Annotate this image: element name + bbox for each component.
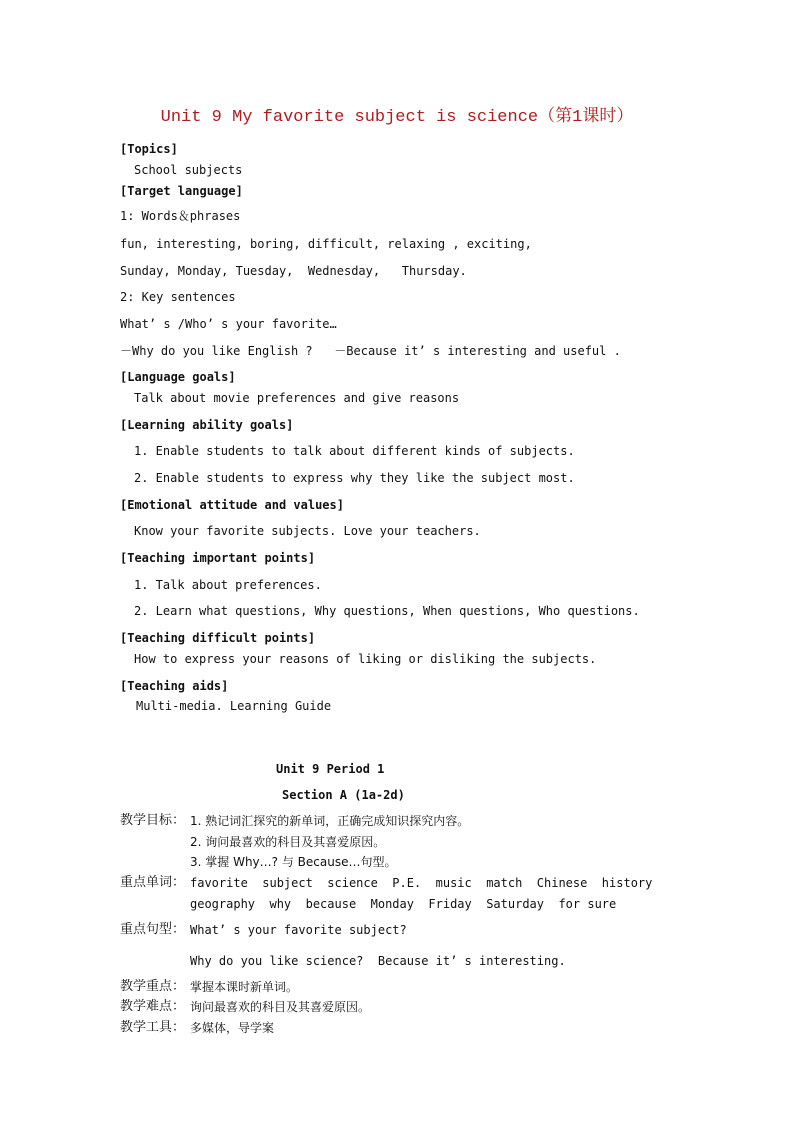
learning-goal-2: 2. Enable students to express why they like the subject most. <box>134 471 575 485</box>
section-heading: Section A (1a-2d) <box>282 788 405 802</box>
target-language-heading: [Target language] <box>120 184 243 198</box>
key-sentence-2: －Why do you like English ? －Because it’ s interesting and useful . <box>120 344 621 358</box>
teaching-difficulty-text: 询问最喜欢的科目及其喜爱原因。 <box>190 1000 371 1014</box>
important-point-1: 1. Talk about preferences. <box>134 578 322 592</box>
key-sentences-label: 重点句型： <box>120 922 186 937</box>
teaching-goal-1: 1. 熟记词汇探究的新单词，正确完成知识探究内容。 <box>190 814 470 828</box>
important-point-2: 2. Learn what questions, Why questions, When questions, Who questions. <box>134 604 640 618</box>
difficult-points-text: How to express your reasons of liking or disliking the subjects. <box>134 652 597 666</box>
key-words-label: 重点单词： <box>120 875 186 890</box>
period-sentence-1: What’ s your favorite subject? <box>190 923 407 937</box>
period-heading: Unit 9 Period 1 <box>276 762 385 776</box>
key-sentence-1: What’ s /Who’ s your favorite… <box>120 317 337 331</box>
emotional-heading: [Emotional attitude and values] <box>120 498 344 512</box>
period-sentence-2: Why do you like science? Because it’ s interesting. <box>190 954 566 968</box>
teaching-goal-3: 3. 掌握 Why…? 与 Because…句型。 <box>190 855 397 869</box>
words-line-1: fun, interesting, boring, difficult, relaxing , exciting, <box>120 237 532 251</box>
page-title: Unit 9 My favorite subject is science（第1课时） <box>160 108 634 127</box>
teaching-goals-label: 教学目标： <box>120 813 186 828</box>
learning-goal-1: 1. Enable students to talk about different kinds of subjects. <box>134 444 575 458</box>
learning-goals-heading: [Learning ability goals] <box>120 418 294 432</box>
teaching-key-text: 掌握本课时新单词。 <box>190 980 299 994</box>
topics-heading: [Topics] <box>120 142 178 156</box>
teaching-aids-heading: [Teaching aids] <box>120 679 229 693</box>
language-goals-text: Talk about movie preferences and give reasons <box>134 391 460 405</box>
teaching-goal-2: 2. 询问最喜欢的科目及其喜爱原因。 <box>190 835 386 849</box>
teaching-aids-text: Multi-media. Learning Guide <box>136 699 332 713</box>
important-points-heading: [Teaching important points] <box>120 551 316 565</box>
key-words-line-1: favorite subject science P.E. music match Chinese history <box>190 876 653 890</box>
language-goals-heading: [Language goals] <box>120 370 236 384</box>
words-phrases-heading: 1: Words＆phrases <box>120 209 241 223</box>
emotional-text: Know your favorite subjects. Love your teachers. <box>134 524 481 538</box>
words-line-2: Sunday, Monday, Tuesday, Wednesday, Thursday. <box>120 264 467 278</box>
key-words-line-2: geography why because Monday Friday Saturday for sure <box>190 897 617 911</box>
teaching-difficulty-label: 教学难点： <box>120 999 186 1014</box>
teaching-key-label: 教学重点： <box>120 979 186 994</box>
teaching-tools-text: 多媒体，导学案 <box>190 1021 275 1035</box>
topics-text: School subjects <box>134 163 243 177</box>
teaching-tools-label: 教学工具： <box>120 1020 186 1035</box>
key-sentences-heading: 2: Key sentences <box>120 290 236 304</box>
difficult-points-heading: [Teaching difficult points] <box>120 631 316 645</box>
